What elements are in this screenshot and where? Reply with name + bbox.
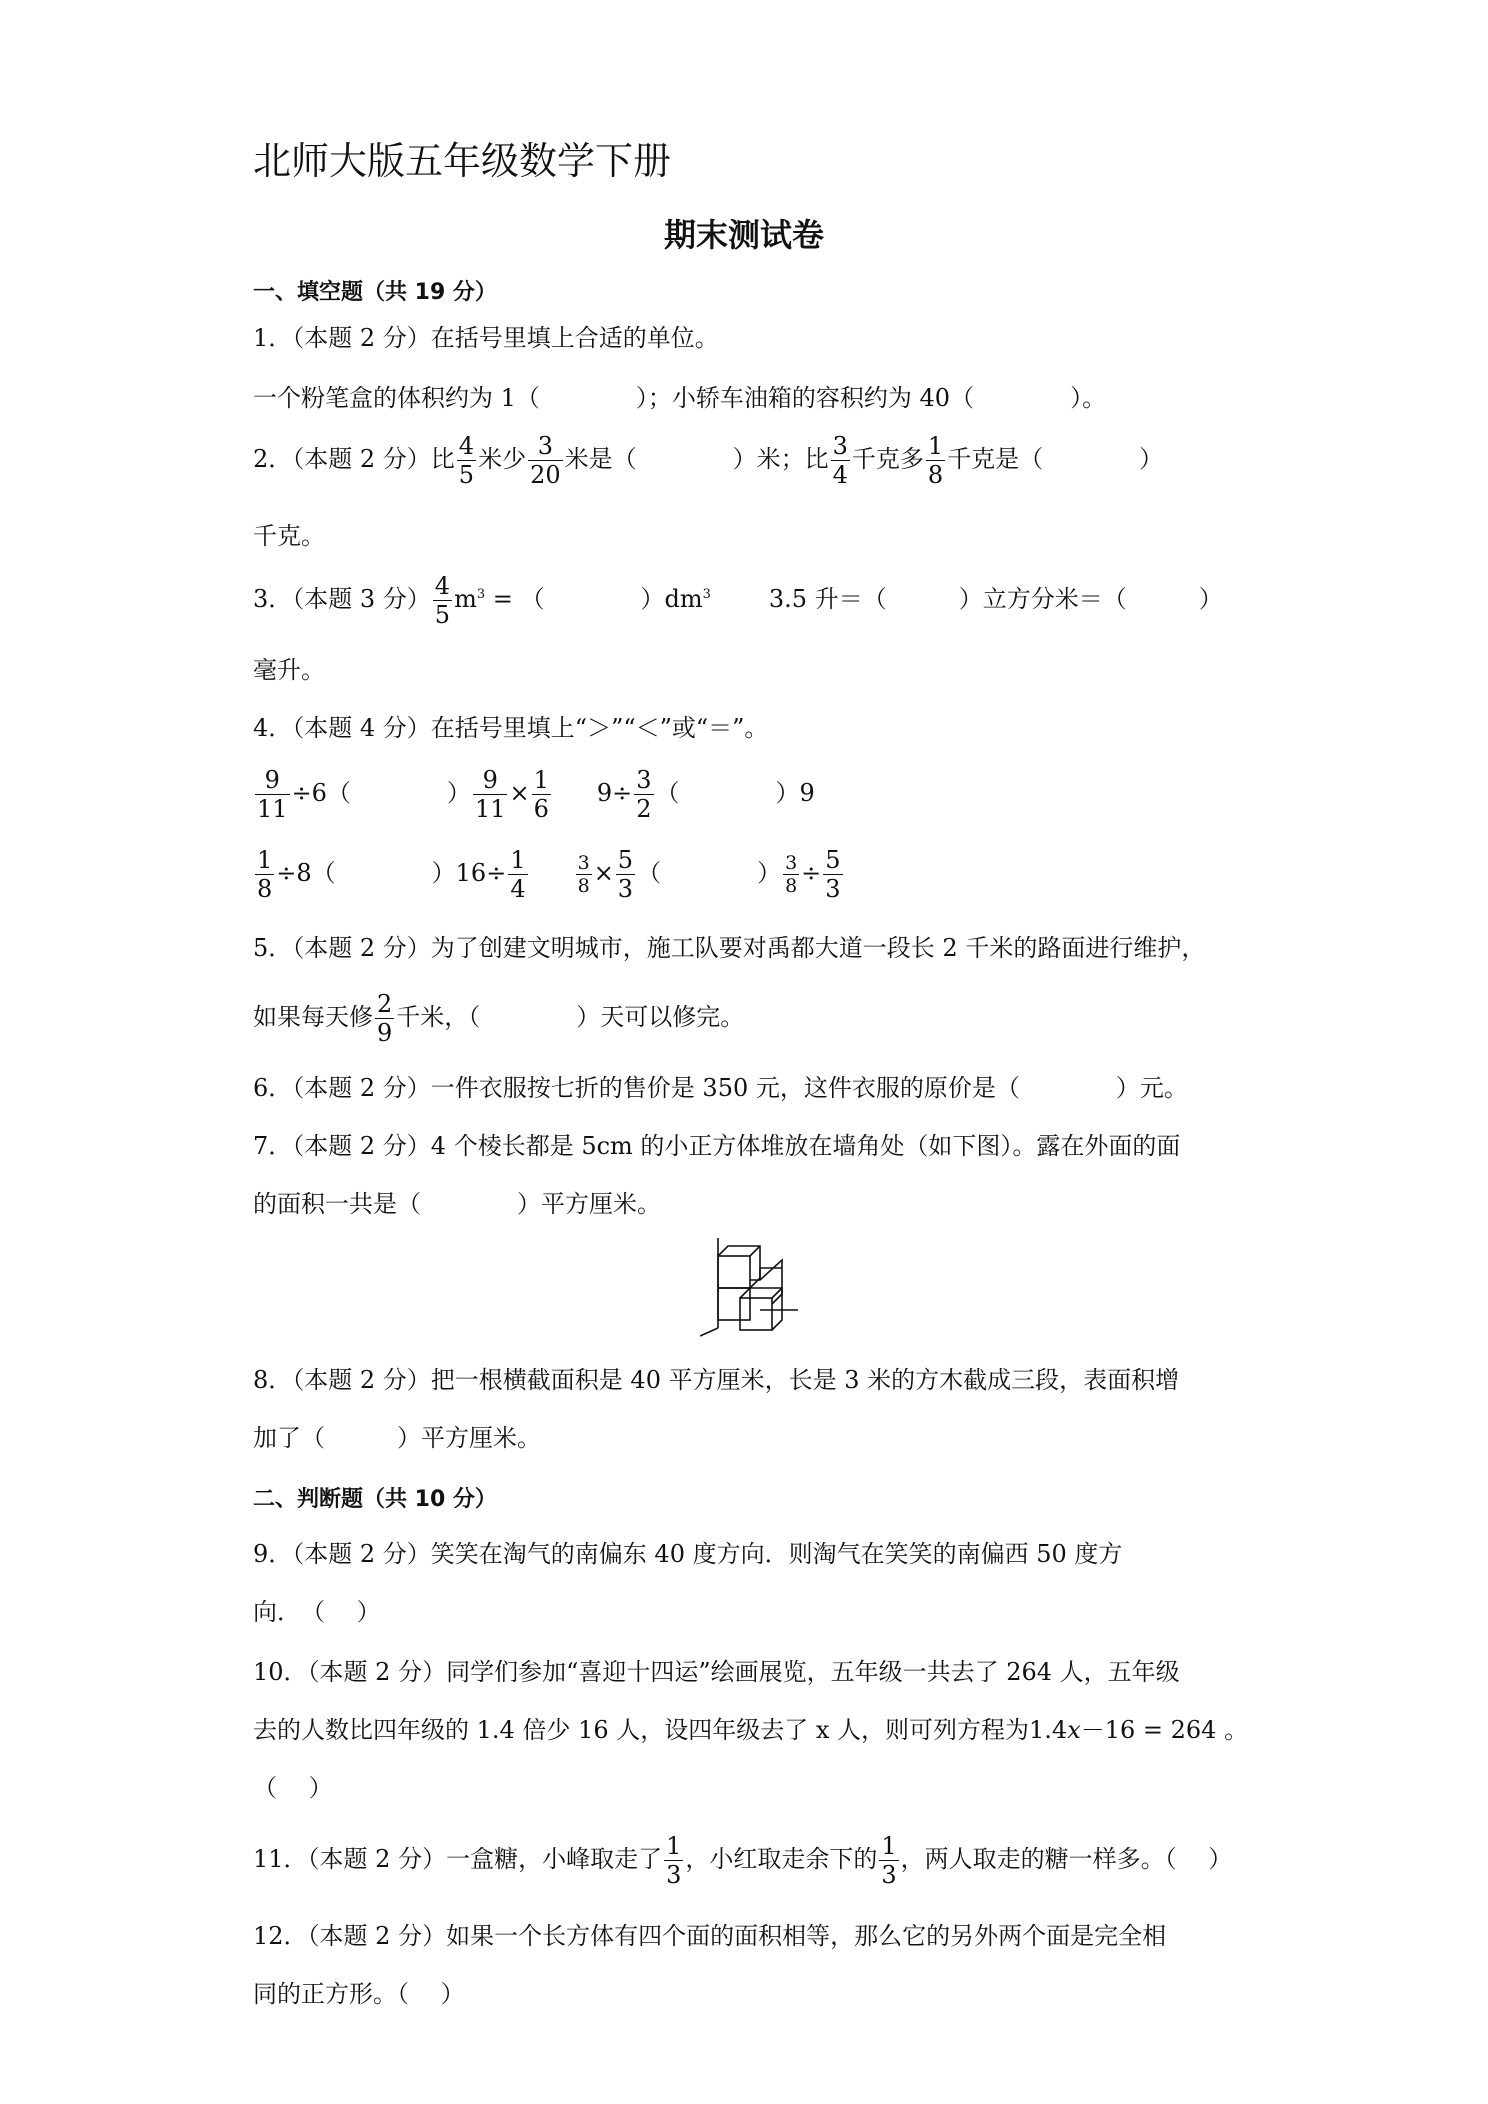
fraction: $\frac{2}{9}$ — [377, 990, 393, 1047]
page-title: 北师大版五年级数学下册 — [253, 139, 672, 183]
question-8-text: 8．（本题 2 分）把一根横截面积是 40 平方厘米，长是 3 米的方木截成三段，表面积增 — [253, 1366, 1180, 1394]
q11-text: ，两人取走的糖一样多。（ ） — [900, 1845, 1233, 1873]
q10-variable: x — [1067, 1716, 1081, 1744]
question-2-cont: 千克。 — [253, 522, 325, 550]
fraction: $\frac{4}{5}$ — [458, 432, 475, 489]
question-1-text: 1．（本题 2 分）在括号里填上合适的单位。 — [253, 324, 719, 352]
q4-op: （ ）9 — [655, 779, 815, 807]
q2-text: 千克是（ ） — [947, 445, 1164, 473]
question-7-text: 7．（本题 2 分）4 个棱长都是 5cm 的小正方体堆放在墙角处（如下图）。露在外面的面 — [253, 1132, 1181, 1160]
question-4-text: 4．（本题 4 分）在括号里填上“＞”“＜”或“＝”。 — [253, 714, 769, 742]
question-4-row-2 — [253, 846, 845, 903]
question-3 — [253, 572, 1223, 629]
fraction: $\frac{9}{11}$ — [257, 766, 288, 823]
q4-op: × — [509, 779, 530, 807]
page-subtitle: 期末测试卷 — [663, 216, 824, 254]
q3-text: 3.5 升＝（ ）立方分米＝（ ） — [768, 585, 1223, 613]
fraction: $\frac{3}{20}$ — [530, 432, 561, 489]
question-2 — [253, 432, 1163, 489]
question-11 — [253, 1832, 1232, 1889]
q10-text: 去的人数比四年级的 1.4 倍少 16 人，设四年级去了 x 人，则可列方程为1.4 — [253, 1716, 1068, 1744]
question-4-row-1 — [253, 766, 815, 823]
q4-op: ÷8（ ）16÷ — [276, 859, 507, 887]
q11-text: ，小红取走余下的 — [685, 1845, 878, 1873]
question-8-cont: 加了（ ）平方厘米。 — [253, 1424, 541, 1452]
q4-op: 9÷ — [596, 779, 633, 807]
fraction: $\frac{9}{11}$ — [474, 766, 506, 823]
fraction: $\frac{5}{3}$ — [617, 846, 634, 903]
q3-text: = （ ）dm — [485, 585, 703, 613]
fraction: $\frac{3}{8}$ — [785, 852, 798, 897]
question-3-cont: 毫升。 — [253, 656, 325, 684]
fraction: $\frac{3}{2}$ — [636, 766, 652, 823]
fraction: $\frac{1}{8}$ — [257, 846, 273, 903]
question-10-cont — [253, 1714, 1248, 1746]
question-7-cont: 的面积一共是（ ）平方厘米。 — [253, 1190, 661, 1218]
q5-text: 如果每天修 — [253, 1003, 373, 1031]
question-5-cont — [253, 990, 744, 1047]
q2-text: 千克多 — [851, 445, 924, 473]
fraction: $\frac{1}{8}$ — [927, 432, 944, 489]
q4-op: ÷ — [801, 859, 822, 887]
fraction: $\frac{1}{3}$ — [881, 1832, 897, 1889]
fraction: $\frac{1}{6}$ — [533, 766, 549, 823]
question-12-text: 12．（本题 2 分）如果一个长方体有四个面的面积相等，那么它的另外两个面是完全相 — [253, 1922, 1167, 1950]
section-heading-true-false: 二、判断题（共 10 分） — [253, 1487, 497, 1512]
cube-stack-figure — [700, 1238, 800, 1338]
fraction: $\frac{1}{3}$ — [666, 1832, 682, 1889]
q3-prefix: 3．（本题 3 分） — [253, 585, 431, 613]
q2-text: 米是（ ）米；比 — [564, 445, 829, 473]
q3-sup: 3 — [476, 587, 486, 602]
q4-op: （ ） — [637, 859, 782, 887]
section-heading-fill-blank: 一、填空题（共 19 分） — [253, 280, 497, 305]
fraction: $\frac{3}{8}$ — [577, 852, 590, 897]
question-6-text: 6．（本题 2 分）一件衣服按七折的售价是 350 元，这件衣服的原价是（ ）元。 — [253, 1074, 1188, 1102]
q5-text: 千米，（ ）天可以修完。 — [396, 1003, 745, 1031]
q3-unit: m — [454, 585, 477, 613]
question-9-text: 9．（本题 2 分）笑笑在淘气的南偏东 40 度方向．则淘气在笑笑的南偏西 50 度方 — [253, 1540, 1123, 1568]
question-5-text: 5．（本题 2 分）为了创建文明城市，施工队要对禹都大道一段长 2 千米的路面进行维护， — [253, 934, 1206, 962]
q10-text: －16 = 264 。 — [1080, 1716, 1249, 1744]
q2-prefix: 2．（本题 2 分）比 — [253, 445, 455, 473]
q11-text: 11．（本题 2 分）一盒糖，小峰取走了 — [253, 1845, 663, 1873]
q2-text: 米少 — [478, 445, 527, 473]
question-12-cont: 同的正方形。（ ） — [253, 1980, 465, 2008]
question-1-blanks: 一个粉笔盒的体积约为 1（ ）；小轿车油箱的容积约为 40（ ）。 — [253, 384, 1107, 412]
q4-op: ÷6（ ） — [291, 779, 471, 807]
question-10-text: 10．（本题 2 分）同学们参加“喜迎十四运”绘画展览，五年级一共去了 264 人，五年级 — [253, 1658, 1180, 1686]
fraction: $\frac{4}{5}$ — [434, 572, 451, 629]
q4-op: × — [593, 859, 614, 887]
question-10-answer: （ ） — [253, 1774, 333, 1802]
fraction: $\frac{5}{3}$ — [825, 846, 841, 903]
fraction: $\frac{1}{4}$ — [510, 846, 526, 903]
question-9-cont: 向． （ ） — [253, 1598, 381, 1626]
fraction: $\frac{3}{4}$ — [832, 432, 848, 489]
q3-sup: 3 — [702, 587, 711, 602]
